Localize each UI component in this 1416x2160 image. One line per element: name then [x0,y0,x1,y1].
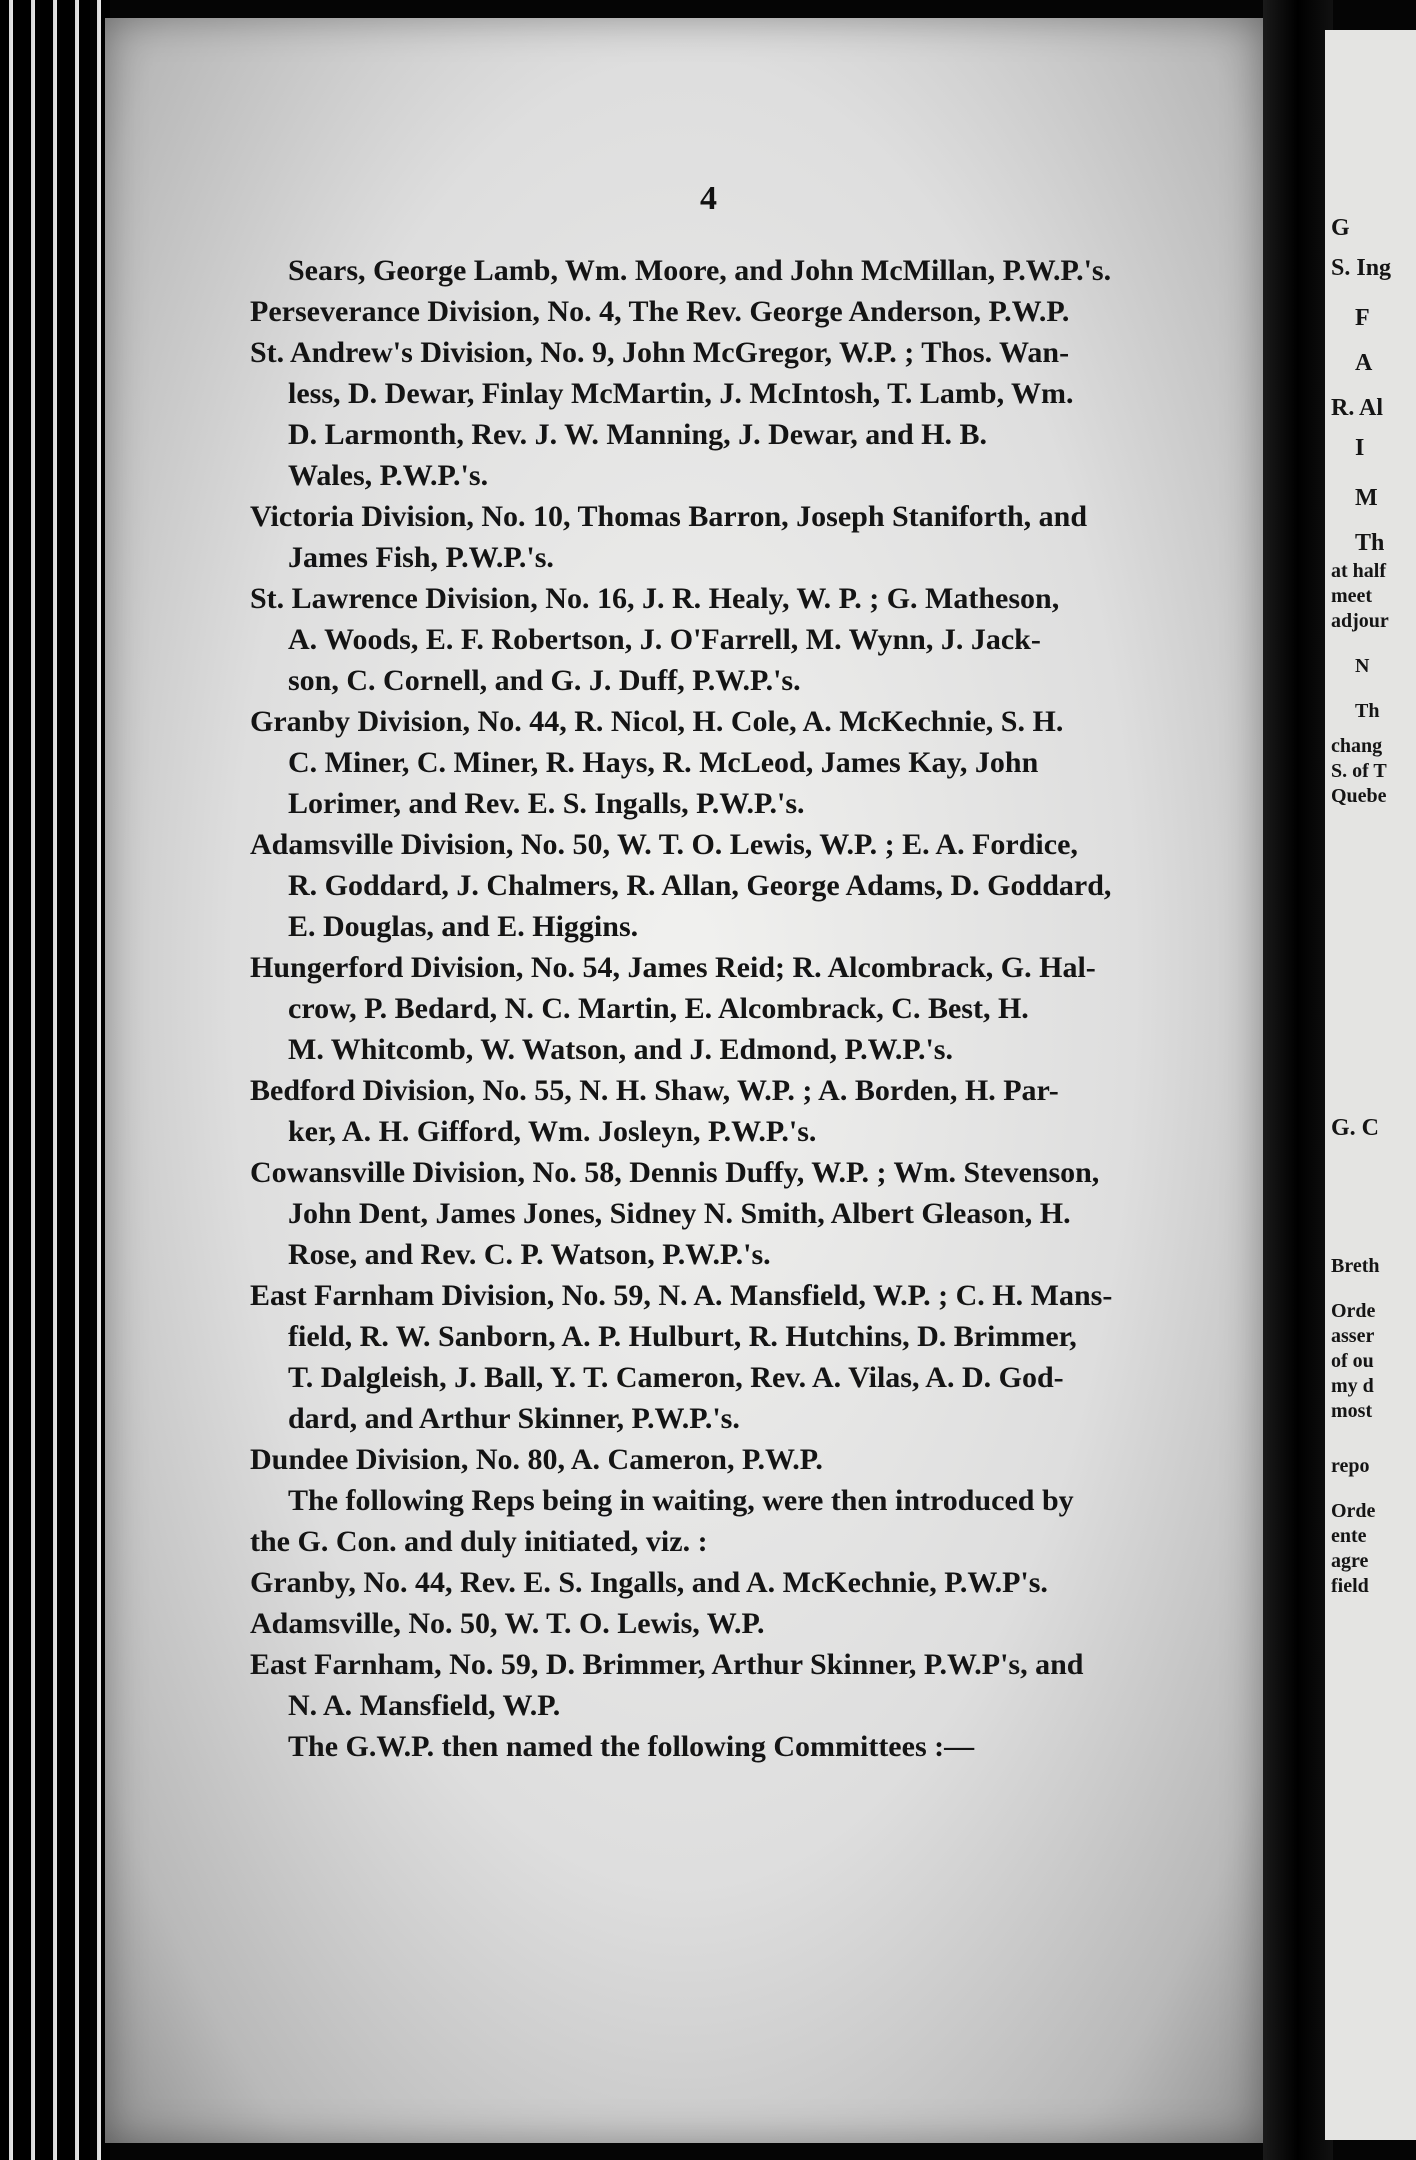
book-edge [0,0,110,2160]
text-line: Rose, and Rev. C. P. Watson, P.W.P.'s. [288,1238,771,1271]
text-line: R. Goddard, J. Chalmers, R. Allan, George Adams, D. Goddard, [288,869,1112,902]
text-line: M. Whitcomb, W. Watson, and J. Edmond, P.W.P.'s. [288,1033,953,1066]
facing-page-text: at half [1331,560,1386,582]
facing-page-text: field [1331,1575,1369,1597]
book-gutter [1263,0,1333,2160]
facing-page-text: asser [1331,1325,1375,1347]
facing-page-text: N [1355,655,1370,677]
text-line: East Farnham Division, No. 59, N. A. Mansfield, W.P. ; C. H. Mans- [250,1279,1113,1312]
text-line: N. A. Mansfield, W.P. [288,1689,561,1722]
text-line: D. Larmonth, Rev. J. W. Manning, J. Dewar, and H. B. [288,418,987,451]
text-line: Hungerford Division, No. 54, James Reid; R. Alcombrack, G. Hal- [250,951,1096,984]
text-line: Cowansville Division, No. 58, Dennis Duffy, W.P. ; Wm. Stevenson, [250,1156,1100,1189]
text-line: dard, and Arthur Skinner, P.W.P.'s. [288,1402,740,1435]
facing-page-text: G [1331,215,1350,241]
facing-page-text: A [1355,350,1373,376]
facing-page-text: S. Ing [1331,255,1392,281]
text-line: John Dent, James Jones, Sidney N. Smith, Albert Gleason, H. [288,1197,1071,1230]
text-line: Granby, No. 44, Rev. E. S. Ingalls, and A. McKechnie, P.W.P's. [250,1566,1048,1599]
facing-page-text: M [1355,485,1378,511]
facing-page-text: meet [1331,585,1373,607]
text-line: Sears, George Lamb, Wm. Moore, and John McMillan, P.W.P.'s. [288,254,1112,287]
text-line: A. Woods, E. F. Robertson, J. O'Farrell, M. Wynn, J. Jack- [288,623,1041,656]
text-line: Granby Division, No. 44, R. Nicol, H. Cole, A. McKechnie, S. H. [250,705,1064,738]
facing-page-text: Th [1355,530,1385,556]
text-line: Dundee Division, No. 80, A. Cameron, P.W.P. [250,1443,823,1476]
text-line: The G.W.P. then named the following Committees :— [288,1730,975,1763]
text-line: James Fish, P.W.P.'s. [288,541,554,574]
facing-page-text: my d [1331,1375,1374,1397]
facing-page-text: Quebe [1331,785,1387,807]
facing-page-text: Orde [1331,1500,1376,1522]
text-line: less, D. Dewar, Finlay McMartin, J. McIntosh, T. Lamb, Wm. [288,377,1074,410]
text-line: The following Reps being in waiting, were then introduced by [288,1484,1074,1517]
facing-page-text: R. Al [1331,395,1384,421]
facing-page-text: most [1331,1400,1373,1422]
text-line: Adamsville Division, No. 50, W. T. O. Lewis, W.P. ; E. A. Fordice, [250,828,1078,861]
text-line: Bedford Division, No. 55, N. H. Shaw, W.P. ; A. Borden, H. Par- [250,1074,1059,1107]
text-line: St. Andrew's Division, No. 9, John McGregor, W.P. ; Thos. Wan- [250,336,1070,369]
text-line: C. Miner, C. Miner, R. Hays, R. McLeod, James Kay, John [288,746,1039,779]
text-line: Wales, P.W.P.'s. [288,459,489,492]
facing-page-text: I [1355,435,1365,461]
text-line: ker, A. H. Gifford, Wm. Josleyn, P.W.P.'s. [288,1115,817,1148]
facing-page-text: Breth [1331,1255,1380,1277]
text-line: crow, P. Bedard, N. C. Martin, E. Alcombrack, C. Best, H. [288,992,1029,1025]
facing-page-text: Orde [1331,1300,1376,1322]
text-line: Victoria Division, No. 10, Thomas Barron, Joseph Staniforth, and [250,500,1088,533]
facing-page-text: agre [1331,1550,1369,1572]
facing-page-text: chang [1331,735,1383,757]
text-line: E. Douglas, and E. Higgins. [288,910,639,943]
facing-page-text: adjour [1331,610,1389,632]
text-line: Perseverance Division, No. 4, The Rev. George Anderson, P.W.P. [250,295,1070,328]
text-line: field, R. W. Sanborn, A. P. Hulburt, R. Hutchins, D. Brimmer, [288,1320,1077,1353]
facing-page-text: G. C [1331,1115,1379,1141]
text-line: the G. Con. and duly initiated, viz. : [250,1525,708,1558]
page-number: 4 [700,180,717,217]
text-line: East Farnham, No. 59, D. Brimmer, Arthur Skinner, P.W.P's, and [250,1648,1084,1681]
text-line: son, C. Cornell, and G. J. Duff, P.W.P.'s. [288,664,801,697]
text-line: Adamsville, No. 50, W. T. O. Lewis, W.P. [250,1607,765,1640]
text-line: T. Dalgleish, J. Ball, Y. T. Cameron, Rev. A. Vilas, A. D. God- [288,1361,1064,1394]
text-line: Lorimer, and Rev. E. S. Ingalls, P.W.P.'s. [288,787,805,820]
facing-page-text: F [1355,305,1370,331]
facing-page-text: ente [1331,1525,1367,1547]
text-line: St. Lawrence Division, No. 16, J. R. Healy, W. P. ; G. Matheson, [250,582,1060,615]
facing-page-text: of ou [1331,1350,1374,1372]
facing-page-fragment [1325,30,1416,2140]
facing-page-text: repo [1331,1455,1370,1477]
main-text-block [250,250,1240,1767]
facing-page-text: S. of T [1331,760,1387,782]
facing-page-text: Th [1355,700,1380,722]
